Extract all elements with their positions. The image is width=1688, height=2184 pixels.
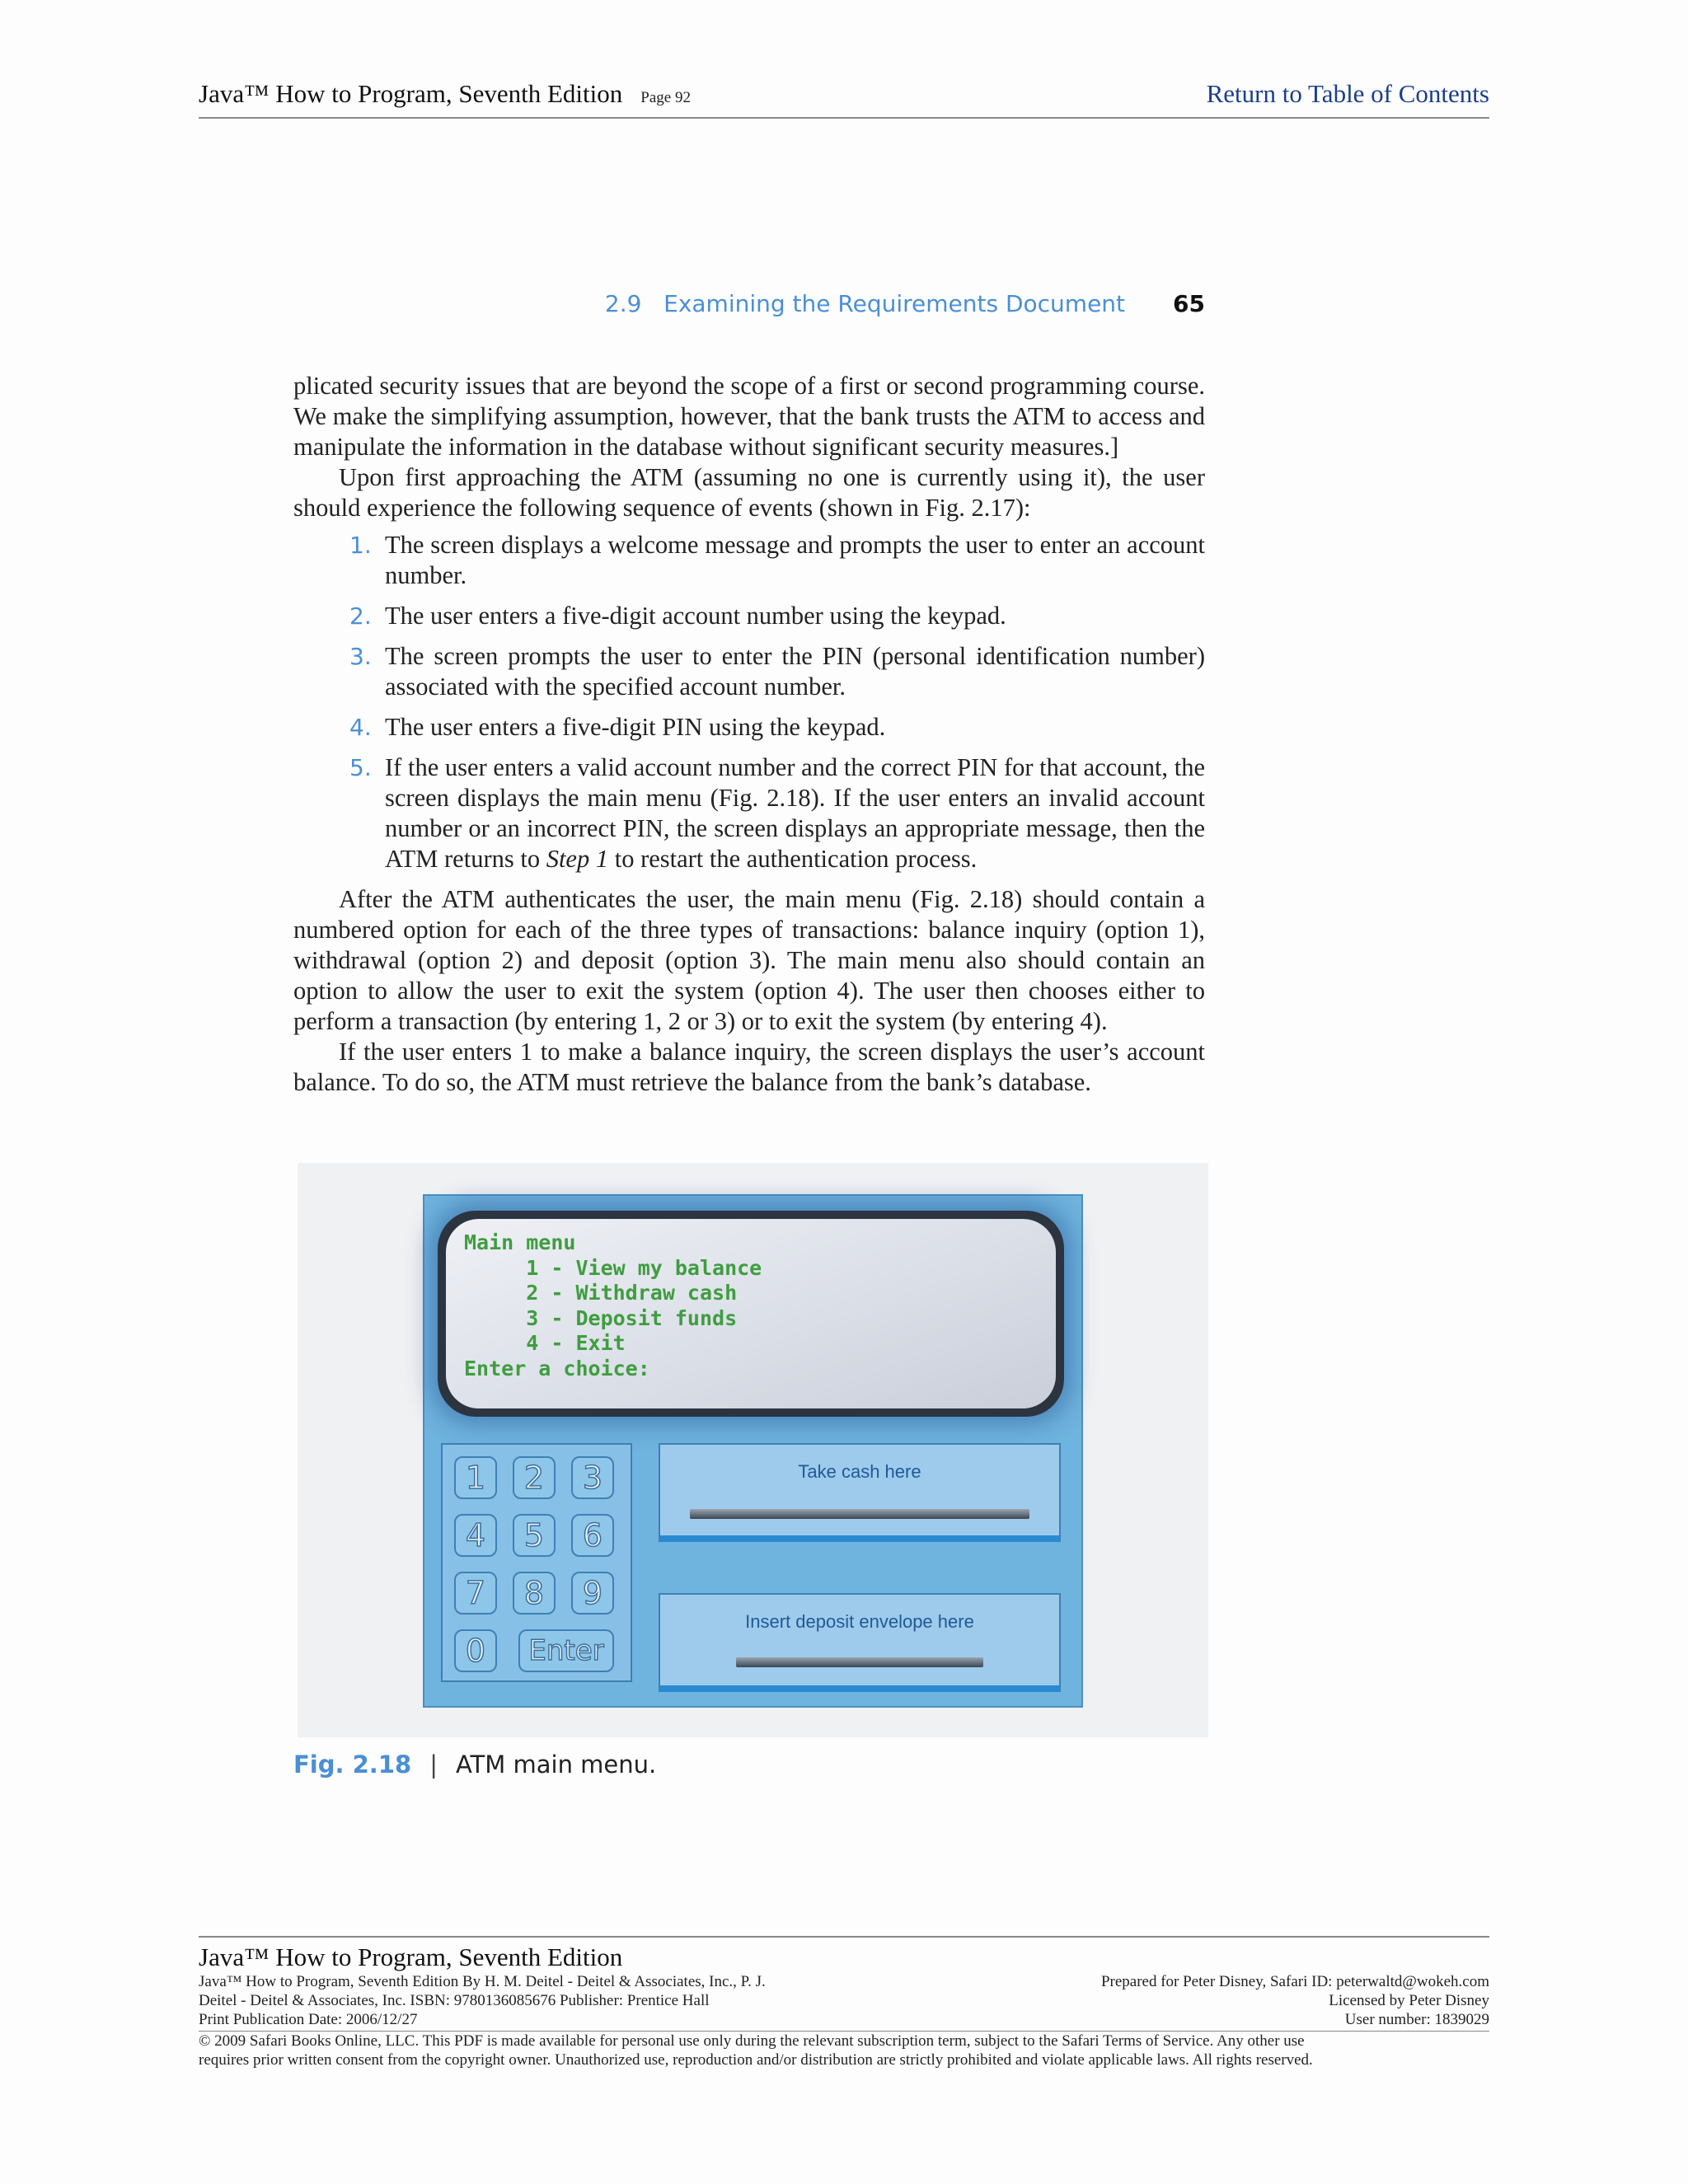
atm-screen-bezel: [438, 1211, 1064, 1417]
cash-slot: [690, 1509, 1029, 1519]
event-sequence-list: [293, 530, 1205, 874]
body-text: [293, 371, 1205, 1098]
footer-row: [199, 1991, 1489, 2010]
step-text-part: If the user enters a valid account number and the correct PIN for that account, the screen displays the main menu (Fig. 2.18). If the user enters an invalid account number or an incorrect PIN, the screen displays an appropriate message, then the ATM returns to: [385, 753, 1205, 873]
paragraph: After the ATM authenticates the user, the main menu (Fig. 2.18) should contain a numbered option for each of the three types of transactions: balance inquiry (option 1), withdrawal (option 2) and deposit (option 3). The main menu also should contain an option to allow the user to exit the system (option 4). The user then chooses either to perform a transaction (by entering 1, 2 or 3) or to exit the system (by entering 4).: [293, 885, 1205, 1035]
key-0[interactable]: 0: [454, 1629, 497, 1672]
step-number: 2.: [349, 602, 372, 630]
footer-licensed: Licensed by Peter Disney: [1329, 1992, 1489, 2009]
step-reference: Step 1: [546, 845, 609, 873]
screen-line: 3 - Deposit funds: [464, 1305, 738, 1330]
page-number: 65: [1173, 290, 1205, 317]
atm-illustration: [423, 1194, 1083, 1708]
page-header: [199, 76, 1489, 119]
toc-link[interactable]: Return to Table of Contents: [1206, 79, 1489, 108]
key-9[interactable]: 9: [571, 1572, 614, 1615]
footer-book-info: Java™ How to Program, Seventh Edition By H. M. Deitel - Deitel & Associates, Inc., P. J.: [199, 1973, 766, 1990]
step-number: 1.: [349, 532, 372, 559]
key-1[interactable]: 1: [454, 1456, 497, 1499]
footer-row: [199, 2010, 1489, 2029]
footer-title: Java™ How to Program, Seventh Edition: [199, 1943, 623, 1971]
step-number: 5.: [349, 754, 372, 781]
step-text-part: to restart the authentication process.: [608, 845, 978, 873]
footer-user-number: User number: 1839029: [1344, 2011, 1489, 2028]
list-item: [293, 641, 1205, 702]
key-3[interactable]: 3: [571, 1456, 614, 1499]
screen-line: Main menu: [464, 1230, 576, 1254]
key-8[interactable]: 8: [513, 1572, 556, 1615]
figure-caption: [293, 1750, 656, 1779]
book-title-text: Java™ How to Program, Seventh Edition: [199, 79, 623, 108]
figure-2-18: [298, 1163, 1208, 1737]
section-title: 2.9 Examining the Requirements Document: [604, 290, 1126, 317]
screen-line: 2 - Withdraw cash: [464, 1281, 738, 1305]
footer-isbn: Deitel - Deitel & Associates, Inc. ISBN: 9780136085676 Publisher: Prentice Hall: [199, 1992, 710, 2009]
key-4[interactable]: 4: [454, 1514, 497, 1557]
page-label: Page 92: [640, 89, 691, 106]
book-title: [199, 79, 691, 109]
list-item: [293, 712, 1205, 743]
list-item: [293, 601, 1205, 631]
step-text: The user enters a five-digit account number using the keypad.: [385, 602, 1006, 630]
list-item: [293, 752, 1205, 874]
footer-prepared-for: Prepared for Peter Disney, Safari ID: peterwaltd@wokeh.com: [1100, 1973, 1489, 1990]
screen-line: 1 - View my balance: [464, 1255, 762, 1280]
footer-print-date: Print Publication Date: 2006/12/27: [199, 2011, 418, 2028]
deposit-slot-label: Insert deposit envelope here: [745, 1611, 974, 1632]
caption-divider: |: [429, 1750, 438, 1779]
key-6[interactable]: 6: [571, 1514, 614, 1557]
deposit-envelope-slot: [736, 1657, 983, 1667]
step-text: The screen displays a welcome message and prompts the user to enter an account number.: [385, 531, 1205, 589]
caption-text: ATM main menu.: [455, 1750, 657, 1779]
cash-dispenser: [659, 1443, 1061, 1542]
running-head: [0, 290, 1205, 317]
page-footer: [199, 1936, 1489, 2069]
deposit-slot: [659, 1593, 1061, 1692]
paragraph: Upon first approaching the ATM (assuming no one is currently using it), the user should experience the following sequence of events (shown in Fig. 2.17):: [293, 463, 1205, 522]
step-text: The user enters a five-digit PIN using the keypad.: [385, 713, 886, 741]
key-7[interactable]: 7: [454, 1572, 497, 1615]
footer-legal-1: © 2009 Safari Books Online, LLC. This PDF is made available for personal use only during the relevant subscription term, subject to the Safari Terms of Service. Any other use: [199, 2032, 1305, 2050]
paragraph: If the user enters 1 to make a balance inquiry, the screen displays the user’s account balance. To do so, the ATM must retrieve the balance from the bank’s database.: [293, 1038, 1205, 1096]
figure-number: Fig. 2.18: [293, 1750, 412, 1779]
step-text: [385, 752, 1205, 874]
key-2[interactable]: 2: [513, 1456, 556, 1499]
key-enter[interactable]: Enter: [518, 1629, 614, 1672]
footer-legal-2: requires prior written consent from the copyright owner. Unauthorized use, reproduction and/or distribution are strictly prohibited and violate applicable laws. All rights reserved.: [199, 2051, 1313, 2069]
atm-keypad: [441, 1443, 632, 1682]
screen-line: 4 - Exit: [464, 1331, 626, 1355]
paragraph: plicated security issues that are beyond the scope of a first or second programming course. We make the simplifying assumption, however, that the bank trusts the ATM to access and manipulate the information in the database without significant security measures.]: [293, 372, 1205, 461]
footer-row: [199, 1972, 1489, 1991]
cash-slot-label: Take cash here: [798, 1461, 921, 1482]
step-number: 4.: [349, 714, 372, 741]
atm-screen: [446, 1219, 1056, 1408]
step-text: The screen prompts the user to enter the PIN (personal identification number) associated with the specified account number.: [385, 642, 1205, 701]
key-5[interactable]: 5: [513, 1514, 556, 1557]
list-item: [293, 530, 1205, 591]
screen-line: Enter a choice:: [464, 1356, 650, 1380]
step-number: 3.: [349, 643, 372, 670]
